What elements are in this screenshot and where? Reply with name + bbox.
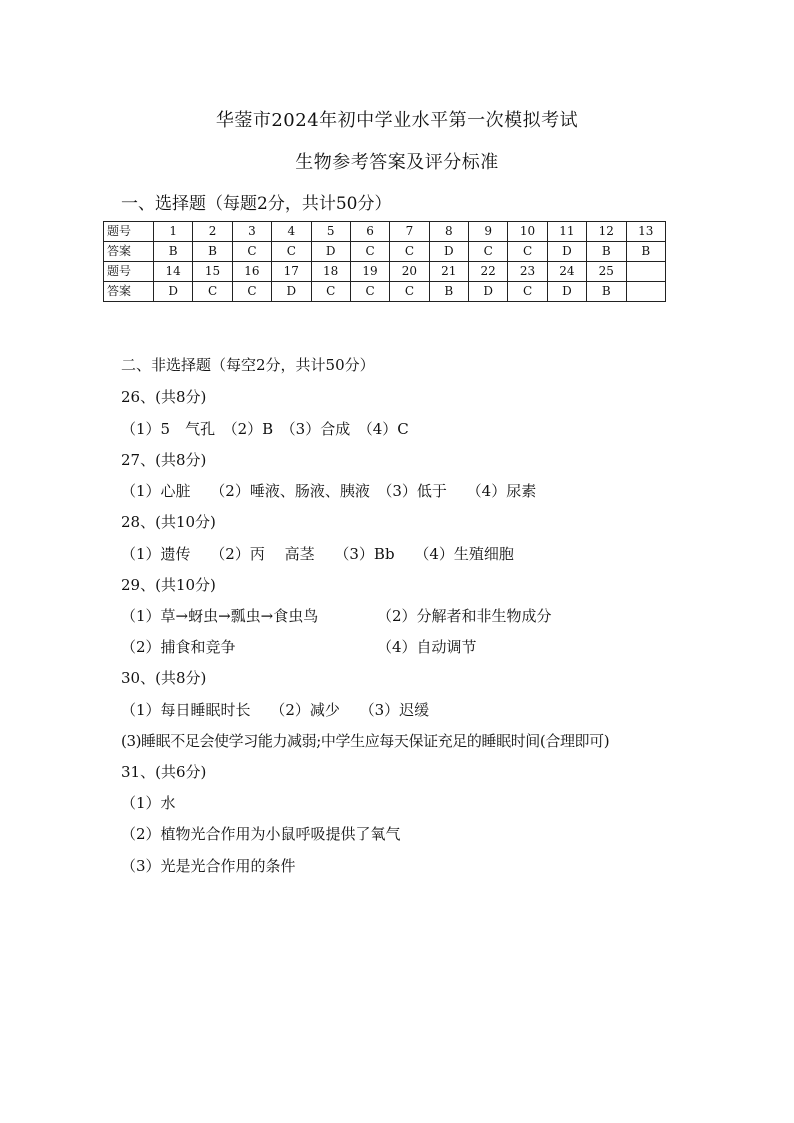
table-cell: 12 bbox=[587, 222, 626, 242]
table-cell: 20 bbox=[390, 262, 429, 282]
table-cell: B bbox=[429, 282, 468, 302]
question-30-answer-extended: (3)睡眠不足会使学习能力减弱;中学生应每天保证充足的睡眠时间(合理即可) bbox=[121, 732, 610, 750]
table-row bbox=[104, 222, 666, 242]
question-26-label: 26、(共8分) bbox=[121, 388, 207, 406]
question-29-label: 29、(共10分) bbox=[121, 576, 216, 594]
table-cell bbox=[626, 282, 666, 302]
page-title: 华蓥市2024年初中学业水平第一次模拟考试 bbox=[215, 110, 579, 131]
table-cell: 4 bbox=[272, 222, 311, 242]
table-cell: D bbox=[469, 282, 508, 302]
table-cell: 21 bbox=[429, 262, 468, 282]
table-row bbox=[104, 282, 666, 302]
table-cell: D bbox=[429, 242, 468, 262]
question-28-label: 28、(共10分) bbox=[121, 513, 216, 531]
table-cell: C bbox=[469, 242, 508, 262]
row-label: 答案 bbox=[104, 242, 154, 262]
table-cell: D bbox=[154, 282, 193, 302]
table-cell: 22 bbox=[469, 262, 508, 282]
table-cell: 14 bbox=[154, 262, 193, 282]
question-26-answer: （1）5 气孔 （2）B （3）合成 （4）C bbox=[121, 420, 409, 438]
table-cell: 16 bbox=[232, 262, 271, 282]
table-cell: 19 bbox=[350, 262, 389, 282]
table-cell: D bbox=[272, 282, 311, 302]
table-row bbox=[104, 262, 666, 282]
table-cell: 13 bbox=[626, 222, 666, 242]
table-cell: 6 bbox=[350, 222, 389, 242]
table-cell: 15 bbox=[193, 262, 232, 282]
table-cell: C bbox=[272, 242, 311, 262]
question-29-answer-3: （2）捕食和竞争 bbox=[121, 638, 236, 656]
table-row bbox=[104, 242, 666, 262]
question-30-answer: （1）每日睡眠时长 （2）减少 （3）迟缓 bbox=[121, 701, 430, 719]
table-cell: B bbox=[587, 242, 626, 262]
table-cell: 8 bbox=[429, 222, 468, 242]
table-cell: D bbox=[311, 242, 350, 262]
table-cell: D bbox=[547, 282, 586, 302]
table-cell: 18 bbox=[311, 262, 350, 282]
question-30-label: 30、(共8分) bbox=[121, 669, 207, 687]
table-cell: 10 bbox=[508, 222, 547, 242]
table-cell: C bbox=[390, 242, 429, 262]
question-31-answer-1: （1）水 bbox=[121, 794, 176, 812]
table-cell: 23 bbox=[508, 262, 547, 282]
question-27-label: 27、(共8分) bbox=[121, 451, 207, 469]
table-cell: C bbox=[193, 282, 232, 302]
table-cell: B bbox=[154, 242, 193, 262]
section-heading-nonchoice: 二、非选择题（每空2分，共计50分） bbox=[121, 356, 375, 374]
table-cell: 25 bbox=[587, 262, 626, 282]
table-cell bbox=[626, 262, 666, 282]
question-27-answer: （1）心脏 （2）唾液、肠液、胰液 （3）低于 （4）尿素 bbox=[121, 482, 537, 500]
table-cell: 17 bbox=[272, 262, 311, 282]
table-cell: D bbox=[547, 242, 586, 262]
table-cell: C bbox=[232, 242, 271, 262]
question-29-answer-1: （1）草→蚜虫→瓢虫→食虫鸟 bbox=[121, 607, 319, 625]
table-cell: C bbox=[390, 282, 429, 302]
question-31-answer-2: （2）植物光合作用为小鼠呼吸提供了氧气 bbox=[121, 825, 401, 843]
row-label: 题号 bbox=[104, 222, 154, 242]
table-cell: 2 bbox=[193, 222, 232, 242]
table-cell: C bbox=[350, 242, 389, 262]
table-cell: B bbox=[193, 242, 232, 262]
table-cell: C bbox=[508, 242, 547, 262]
table-cell: 5 bbox=[311, 222, 350, 242]
table-cell: C bbox=[232, 282, 271, 302]
table-cell: C bbox=[508, 282, 547, 302]
answer-table bbox=[103, 221, 666, 302]
table-cell: 1 bbox=[154, 222, 193, 242]
table-cell: 7 bbox=[390, 222, 429, 242]
table-cell: B bbox=[587, 282, 626, 302]
table-cell: 9 bbox=[469, 222, 508, 242]
question-31-answer-3: （3）光是光合作用的条件 bbox=[121, 857, 296, 875]
table-cell: 24 bbox=[547, 262, 586, 282]
table-cell: C bbox=[350, 282, 389, 302]
question-29-answer-2: （2）分解者和非生物成分 bbox=[377, 607, 552, 625]
table-cell: C bbox=[311, 282, 350, 302]
row-label: 答案 bbox=[104, 282, 154, 302]
table-cell: B bbox=[626, 242, 666, 262]
question-31-label: 31、(共6分) bbox=[121, 763, 207, 781]
table-cell: 11 bbox=[547, 222, 586, 242]
question-28-answer: （1）遗传 （2）丙 高茎 （3）Bb （4）生殖细胞 bbox=[121, 545, 514, 563]
question-29-answer-4: （4）自动调节 bbox=[377, 638, 477, 656]
table-cell: 3 bbox=[232, 222, 271, 242]
row-label: 题号 bbox=[104, 262, 154, 282]
section-heading-choice: 一、选择题（每题2分，共计50分） bbox=[121, 194, 392, 214]
page-subtitle: 生物参考答案及评分标准 bbox=[295, 152, 499, 173]
